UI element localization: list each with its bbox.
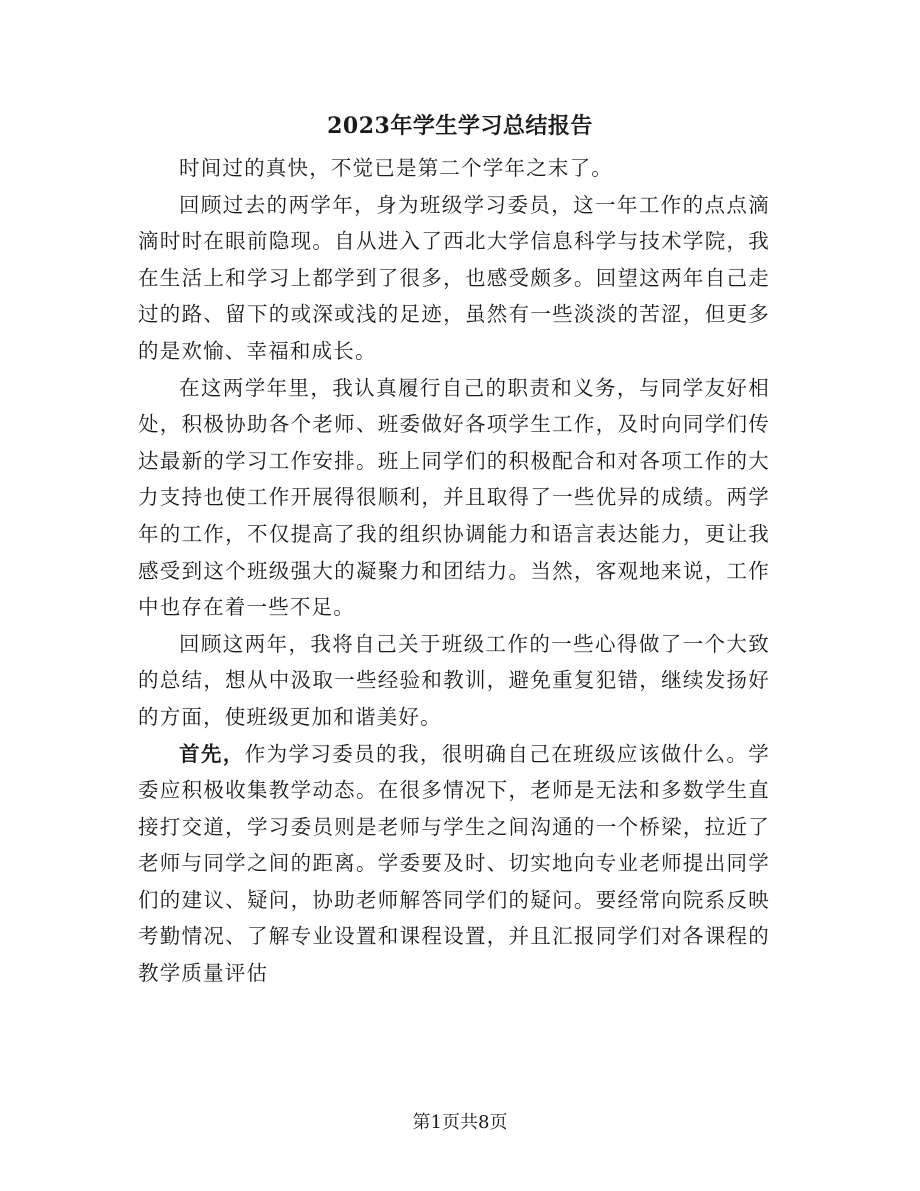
document-title: 2023年学生学习总结报告 xyxy=(327,113,593,139)
paragraph xyxy=(138,736,770,992)
paragraph-text: 在这两学年里，我认真履行自己的职责和义务，与同学友好相处，积极协助各个老师、班委做好各项学生工作，及时向同学们传达最新的学习工作安排。班上同学们的积极配合和对各项工作的大力支持也使工作开展得很顺利，并且取得了一些优异的成绩。两学年的工作，不仅提高了我的组织协调能力和语言表达能力，更让我感受到这个班级强大的凝聚力和团结力。当然，客观地来说，工作中也存在着一些不足。 xyxy=(138,375,770,620)
paragraph-text: 回顾这两年，我将自己关于班级工作的一些心得做了一个大致的总结，想从中汲取一些经验和教训，避免重复犯错，继续发扬好的方面，使班级更加和谐美好。 xyxy=(138,631,770,729)
paragraph-text: 作为学习委员的我，很明确自己在班级应该做什么。学委应积极收集教学动态。在很多情况下，老师是无法和多数学生直接打交道，学习委员则是老师与学生之间沟通的一个桥梁，拉近了老师与同学之间的距离。学委要及时、切实地向专业老师提出同学们的建议、疑问，协助老师解答同学们的疑问。要经常向院系反映考勤情况、了解专业设置和课程设置，并且汇报同学们对各课程的教学质量评估 xyxy=(138,741,770,986)
paragraph-text: 时间过的真快，不觉已是第二个学年之末了。 xyxy=(179,156,613,180)
paragraph xyxy=(138,626,770,736)
page-footer: 第1页共8页 xyxy=(412,1112,508,1133)
paragraph-lead: 首先， xyxy=(179,741,245,766)
paragraph-text: 回顾过去的两学年，身为班级学习委员，这一年工作的点点滴滴时时在眼前隐现。自从进入了西北大学信息科学与技术学院，我在生活上和学习上都学到了很多，也感受颇多。回望这两年自己走过的路、留下的或深或浅的足迹，虽然有一些淡淡的苦涩，但更多的是欢愉、幸福和成长。 xyxy=(138,192,770,363)
document-body xyxy=(138,150,770,992)
paragraph xyxy=(138,370,770,626)
paragraph xyxy=(138,187,770,370)
paragraph xyxy=(138,150,770,187)
